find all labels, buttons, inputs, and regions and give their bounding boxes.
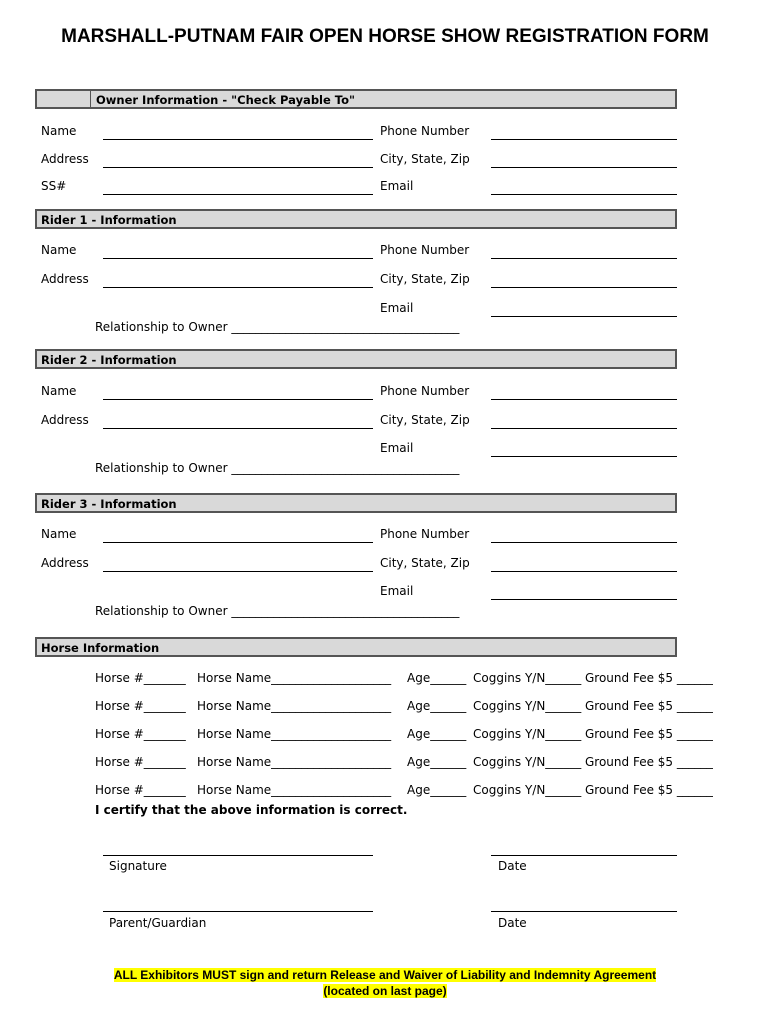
- rider2-phone-label: Phone Number: [380, 384, 470, 398]
- horse-fee-field[interactable]: Ground Fee $5 ______: [585, 727, 713, 741]
- owner-city-label: City, State, Zip: [380, 152, 470, 166]
- horse-number-field[interactable]: Horse #_______: [95, 755, 186, 769]
- rider2-relationship[interactable]: Relationship to Owner ______________________________________: [95, 461, 460, 475]
- rider2-address-label: Address: [41, 413, 89, 427]
- rider2-phone-field[interactable]: [491, 399, 677, 400]
- rider3-city-label: City, State, Zip: [380, 556, 470, 570]
- owner-ssn-field[interactable]: [103, 194, 373, 195]
- rider3-address-field[interactable]: [103, 571, 373, 572]
- horse-name-field[interactable]: Horse Name____________________: [197, 671, 392, 685]
- rider2-header-label: Rider 2 - Information: [41, 353, 177, 367]
- rider3-name-field[interactable]: [103, 542, 373, 543]
- horse-number-field[interactable]: Horse #_______: [95, 699, 186, 713]
- rider3-name-label: Name: [41, 527, 77, 541]
- horse-age-field[interactable]: Age______: [407, 727, 467, 741]
- horse-name-field[interactable]: Horse Name____________________: [197, 755, 392, 769]
- rider1-city-label: City, State, Zip: [380, 272, 470, 286]
- rider3-phone-field[interactable]: [491, 542, 677, 543]
- rider3-address-label: Address: [41, 556, 89, 570]
- horse-fee-field[interactable]: Ground Fee $5 ______: [585, 783, 713, 797]
- waiver-notice: [0, 968, 770, 982]
- waiver-notice-line1: ALL Exhibitors MUST sign and return Release and Waiver of Liability and Indemnity Agreement: [113, 968, 657, 982]
- horse-fee-field[interactable]: Ground Fee $5 ______: [585, 671, 713, 685]
- rider1-phone-label: Phone Number: [380, 243, 470, 257]
- horse-section-header: [35, 637, 677, 657]
- horse-number-field[interactable]: Horse #_______: [95, 727, 186, 741]
- rider1-email-field[interactable]: [491, 316, 677, 317]
- horse-coggins-field[interactable]: Coggins Y/N______: [473, 727, 582, 741]
- rider1-section-header: [35, 209, 677, 229]
- horse-age-field[interactable]: Age______: [407, 783, 467, 797]
- parent-date-label: Date: [498, 916, 527, 930]
- rider1-relationship[interactable]: Relationship to Owner ______________________________________: [95, 320, 460, 334]
- page-title: MARSHALL-PUTNAM FAIR OPEN HORSE SHOW REGISTRATION FORM: [61, 26, 709, 47]
- rider3-city-field[interactable]: [491, 571, 677, 572]
- owner-phone-field[interactable]: [491, 139, 677, 140]
- owner-ssn-label: SS#: [41, 179, 67, 193]
- rider2-address-field[interactable]: [103, 428, 373, 429]
- owner-name-label: Name: [41, 124, 77, 138]
- rider2-email-label: Email: [380, 441, 414, 455]
- horse-age-field[interactable]: Age______: [407, 699, 467, 713]
- certify-statement: I certify that the above information is correct.: [95, 803, 408, 817]
- owner-name-field[interactable]: [103, 139, 373, 140]
- header-cell: [37, 91, 91, 107]
- owner-city-field[interactable]: [491, 167, 677, 168]
- rider3-relationship[interactable]: Relationship to Owner ______________________________________: [95, 604, 460, 618]
- rider2-city-label: City, State, Zip: [380, 413, 470, 427]
- rider1-address-field[interactable]: [103, 287, 373, 288]
- rider1-phone-field[interactable]: [491, 258, 677, 259]
- horse-age-field[interactable]: Age______: [407, 755, 467, 769]
- waiver-notice-sub: [0, 984, 770, 998]
- horse-coggins-field[interactable]: Coggins Y/N______: [473, 671, 582, 685]
- signature-field[interactable]: [103, 855, 373, 856]
- signature-label: Signature: [109, 859, 167, 873]
- horse-age-field[interactable]: Age______: [407, 671, 467, 685]
- parent-guardian-label: Parent/Guardian: [109, 916, 207, 930]
- owner-email-label: Email: [380, 179, 414, 193]
- rider3-email-label: Email: [380, 584, 414, 598]
- horse-coggins-field[interactable]: Coggins Y/N______: [473, 755, 582, 769]
- rider3-email-field[interactable]: [491, 599, 677, 600]
- signature-date-field[interactable]: [491, 855, 677, 856]
- owner-address-field[interactable]: [103, 167, 373, 168]
- rider2-section-header: [35, 349, 677, 369]
- rider3-header-label: Rider 3 - Information: [41, 497, 177, 511]
- rider2-name-field[interactable]: [103, 399, 373, 400]
- rider3-phone-label: Phone Number: [380, 527, 470, 541]
- owner-email-field[interactable]: [491, 194, 677, 195]
- horse-coggins-field[interactable]: Coggins Y/N______: [473, 783, 582, 797]
- rider1-header-label: Rider 1 - Information: [41, 213, 177, 227]
- waiver-notice-line2: (located on last page): [323, 984, 447, 998]
- parent-guardian-field[interactable]: [103, 911, 373, 912]
- horse-name-field[interactable]: Horse Name____________________: [197, 727, 392, 741]
- horse-name-field[interactable]: Horse Name____________________: [197, 699, 392, 713]
- rider1-city-field[interactable]: [491, 287, 677, 288]
- horse-number-field[interactable]: Horse #_______: [95, 783, 186, 797]
- rider1-name-field[interactable]: [103, 258, 373, 259]
- horse-fee-field[interactable]: Ground Fee $5 ______: [585, 699, 713, 713]
- horse-fee-field[interactable]: Ground Fee $5 ______: [585, 755, 713, 769]
- rider3-section-header: [35, 493, 677, 513]
- rider2-name-label: Name: [41, 384, 77, 398]
- parent-date-field[interactable]: [491, 911, 677, 912]
- rider1-name-label: Name: [41, 243, 77, 257]
- owner-section-header: [35, 89, 677, 109]
- rider1-address-label: Address: [41, 272, 89, 286]
- owner-phone-label: Phone Number: [380, 124, 470, 138]
- horse-header-label: Horse Information: [41, 641, 160, 655]
- rider1-email-label: Email: [380, 301, 414, 315]
- owner-header-label: Owner Information - "Check Payable To": [96, 93, 356, 107]
- horse-coggins-field[interactable]: Coggins Y/N______: [473, 699, 582, 713]
- horse-name-field[interactable]: Horse Name____________________: [197, 783, 392, 797]
- owner-address-label: Address: [41, 152, 89, 166]
- signature-date-label: Date: [498, 859, 527, 873]
- horse-number-field[interactable]: Horse #_______: [95, 671, 186, 685]
- rider2-city-field[interactable]: [491, 428, 677, 429]
- rider2-email-field[interactable]: [491, 456, 677, 457]
